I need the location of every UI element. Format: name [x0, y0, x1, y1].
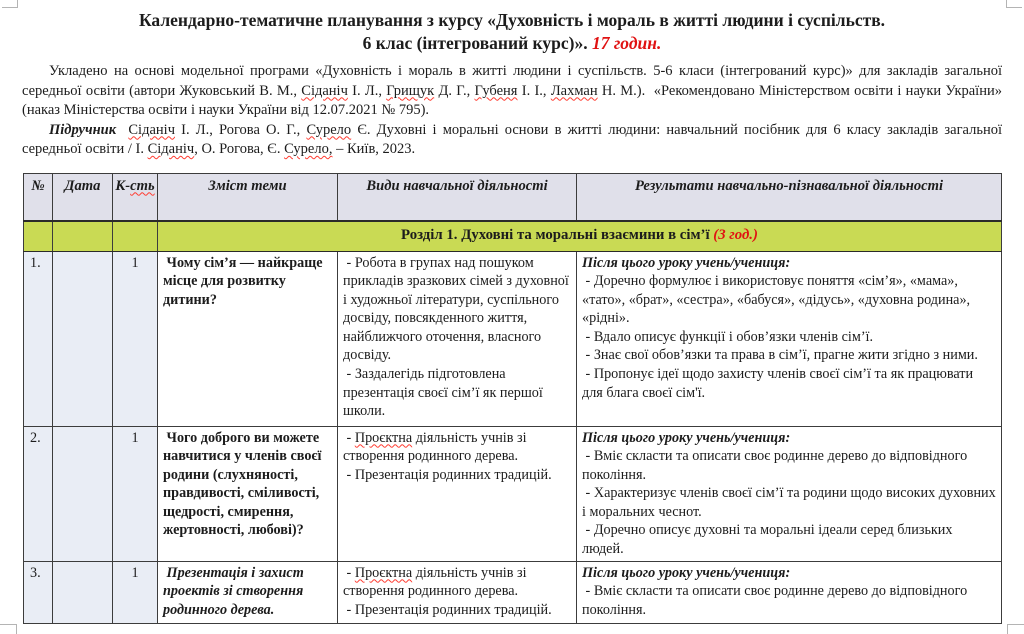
page-boundary-mark-bottom-right: [1007, 624, 1024, 634]
page-boundary-mark-top-right: [1006, 0, 1022, 8]
lesson-row-1: [24, 251, 1002, 426]
cell-paragraph: [163, 429, 332, 541]
title-text-2: 6 клас (інтегрований курс)».: [362, 33, 592, 53]
text-segment: - Презентація родинних традицій.: [343, 601, 552, 618]
text-segment: Після цього уроку учень/учениця:: [582, 254, 791, 271]
text-segment: – Київ, 2023.: [332, 141, 416, 157]
cell-paragraph: [582, 346, 996, 365]
text-segment: - Робота в групах над пошуком прикладів зразкових сімей з духовної і художньої літератури, суспільного досвіду, повсякденного життя, найближчого оточення, власного досвіду.: [343, 254, 573, 364]
text-segment: - Вміє скласти та описати своє родинне дерево до відповідного покоління.: [582, 583, 971, 618]
cell-paragraph: [163, 564, 332, 620]
lesson-number-cell: 2.: [24, 426, 53, 561]
topic-cell: [158, 426, 338, 561]
cell-paragraph: [582, 564, 996, 583]
results-cell: [577, 561, 1002, 623]
text-segment: Чому сім’я — найкраще місце для розвитку дитини?: [163, 254, 327, 308]
title-hours-badge: 17 годин.: [591, 33, 662, 53]
title-line-2: [30, 32, 994, 55]
text-segment: Після цього уроку учень/учениця:: [582, 429, 791, 446]
activities-cell: [338, 251, 577, 426]
lesson-number-cell: 1.: [24, 251, 53, 426]
hours-count-cell: 1: [113, 251, 158, 426]
text-segment: Чого доброго ви можете навчитися у членів своєї родини (слухняності, правдивості, сміливості, щедрості, смирення, жертовності, любові)?: [163, 429, 326, 539]
cell-paragraph: [582, 521, 996, 558]
text-segment: - Презентація родинних традицій.: [343, 466, 552, 483]
text-segment: -: [343, 429, 355, 446]
lesson-row-2: [24, 426, 1002, 561]
text-segment: Д. Г.,: [434, 82, 475, 99]
text-segment: Грищук: [386, 82, 435, 99]
cell-paragraph: [582, 447, 996, 484]
cell-paragraph: [582, 429, 996, 448]
date-cell: [53, 426, 113, 561]
title-text-1: Календарно-тематичне планування з курсу «Духовність і мораль в житті людини і суспільств.: [138, 10, 886, 30]
table-header: [24, 173, 1002, 221]
cell-paragraph: [582, 484, 1000, 521]
text-segment: - Пропонує ідеї щодо захисту членів своєї сім’ї та як працювати для блага своєї сім'ї.: [582, 366, 977, 401]
lesson-number-cell: 3.: [24, 561, 53, 623]
text-segment: Проєктна: [354, 564, 413, 581]
results-cell: [577, 426, 1002, 561]
text-segment: Дата: [64, 177, 101, 194]
text-segment: - Знає свої обов’язки та права в сім’ї, прагне жити згідно з ними.: [582, 347, 978, 364]
page-boundary-mark-top-left: [2, 0, 18, 8]
text-segment: сть: [130, 177, 155, 194]
text-segment: Підручник: [49, 121, 117, 138]
cell-paragraph: [343, 429, 571, 466]
hours-count-cell: 1: [113, 561, 158, 623]
text-segment: Губеня: [474, 82, 518, 99]
text-segment: , О. Рогова, Є.: [194, 141, 285, 157]
column-header-topic: [158, 173, 338, 221]
intro-paragraph-program: [22, 62, 1006, 121]
column-header-hours-count: [113, 173, 158, 221]
planning-table: [23, 173, 1002, 624]
section-title-cell: [158, 221, 1002, 251]
text-segment: - Заздалегідь підготовлена презентація своєї сім’ї як першої школи.: [343, 366, 547, 420]
text-segment: [116, 122, 128, 138]
document-title: [30, 9, 994, 55]
section-hours: (3 год.): [713, 227, 758, 243]
text-segment: Сурело: [306, 121, 352, 138]
text-segment: Презентація і захист проектів зі створення родинного дерева.: [163, 564, 308, 618]
text-segment: Сіданіч: [147, 141, 195, 157]
cell-paragraph: [343, 365, 571, 421]
activities-cell: [338, 426, 577, 561]
cell-paragraph: [343, 564, 571, 601]
text-segment: Сіданіч: [301, 82, 348, 99]
text-segment: І. Л., Рогова О. Г.,: [175, 121, 307, 138]
topic-cell: [158, 251, 338, 426]
text-segment: І. І.,: [517, 82, 551, 99]
section-empty-cell-num: [24, 221, 53, 251]
text-segment: - Вміє скласти та описати своє родинне дерево до відповідного покоління.: [582, 448, 971, 483]
text-segment: діяльність учнів зі створення родинного дерева.: [343, 429, 531, 465]
text-segment: К-: [115, 177, 131, 194]
section-empty-cell-hours: [113, 221, 158, 251]
text-segment: Після цього уроку учень/учениця:: [582, 564, 791, 581]
cell-paragraph: [343, 254, 571, 366]
lesson-row-3: [24, 561, 1002, 623]
intro-paragraph-textbook: [22, 121, 1006, 160]
text-segment: Є. Духовні і моральні основи в житті людини: навчальний посібник для 6 класу закладів загальної середньої освіти / І.: [22, 121, 1006, 157]
cell-paragraph: [343, 601, 571, 620]
text-segment: -: [343, 564, 355, 581]
title-line-1: [30, 9, 994, 32]
column-header-activities: [338, 173, 577, 221]
text-segment: Н. М.). «Рекомендовано Міністерством освіти і науки України» (наказ Міністерства освіти і науки України від 12.07.2021 № 795).: [22, 82, 1006, 118]
column-header-date: [53, 173, 113, 221]
cell-paragraph: [163, 254, 332, 310]
text-segment: - Доречно формулює і використовує поняття «сім’я», «мама», «тато», «брат», «сестра», «бабуся», «дідусь», «духовна родина», «рідні».: [582, 273, 974, 327]
text-segment: - Вдало описує функції і обов’язки членів сім’ї.: [582, 328, 874, 345]
page-boundary-mark-bottom-left: [0, 624, 17, 634]
text-segment: діяльність учнів зі створення родинного дерева.: [343, 564, 531, 600]
topic-cell: [158, 561, 338, 623]
cell-paragraph: [582, 254, 996, 273]
activities-cell: [338, 561, 577, 623]
table-body: [24, 221, 1002, 623]
date-cell: [53, 561, 113, 623]
hours-count-cell: 1: [113, 426, 158, 561]
text-segment: Результати навчально-пізнавальної діяльності: [634, 177, 944, 194]
cell-paragraph: [343, 466, 571, 485]
column-header-number: [24, 173, 53, 221]
text-segment: Лахман: [550, 82, 598, 99]
section-row: [24, 221, 1002, 251]
results-cell: [577, 251, 1002, 426]
text-segment: Сіданіч: [128, 121, 175, 138]
cell-paragraph: [582, 328, 996, 347]
text-segment: Проєктна: [354, 429, 413, 446]
section-empty-cell-date: [53, 221, 113, 251]
cell-paragraph: [582, 365, 996, 402]
date-cell: [53, 251, 113, 426]
text-segment: Види навчальної діяльності: [366, 177, 548, 194]
text-segment: №: [31, 177, 45, 194]
text-segment: І. Л.,: [347, 82, 387, 99]
cell-paragraph: [582, 272, 996, 328]
column-header-results: [577, 173, 1002, 221]
text-segment: - Характеризує членів своєї сім’ї та родини щодо високих духовних і моральних чеснот.: [582, 485, 1000, 520]
table-header-row: [24, 173, 1002, 221]
text-segment: Сурело,: [284, 141, 333, 157]
text-segment: - Доречно описує духовні та моральні ідеали серед близьких людей.: [582, 522, 957, 558]
cell-paragraph: [582, 582, 996, 619]
text-segment: Зміст теми: [208, 177, 287, 194]
section-title: Розділ 1. Духовні та моральні взаємини в сім’ї: [401, 227, 714, 243]
text-segment: Укладено на основі модельної програми «Духовність і мораль в житті людини і суспільств. 5-6 класи (інтегрований курс)» для закладів загальної середньої освіти (автори Жуковський В. М.,: [22, 63, 1006, 99]
